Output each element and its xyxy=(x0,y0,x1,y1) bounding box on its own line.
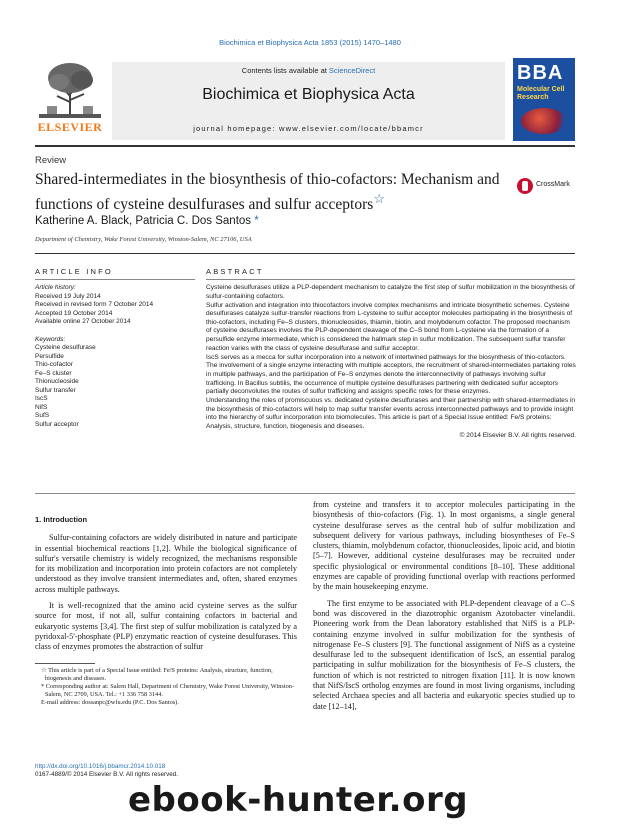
body-paragraph: from cysteine and transfers it to acceptor molecules participating in the biosynthesis of thio-cofactors (Fig. 1). In most organisms, a single general cysteine desulfurase serves as the central hub of sulfur mobilization and subsequent delivery for various pathways, including biosyntheses of Fe–S clusters, thiamin, molybdenum cofactor, thionucleosides, lipoic acid, and biotin [5–7]. However, additional cysteine desulfurases may be recruited under specific physiological or environmental conditions [8–10]. These additional enzymes are capable of providing functional overlap with reactions performed by the main housekeeping enzyme. xyxy=(313,500,575,592)
affiliation: Department of Chemistry, Wake Forest University, Winston-Salem, NC 27106, USA xyxy=(35,236,252,243)
body-column-left xyxy=(35,515,297,653)
crossmark-icon xyxy=(517,178,533,194)
abstract-paragraph: Sulfur activation and integration into thiocofactors involve complex mechanisms and intricate biosynthetic schemes. Cysteine desulfurases catalyze sulfur-transfer reactions from L-cysteine to sulfur acceptor molecules participating in the biosynthesis of thio-cofactors, including Fe–S clusters, thionucleosides, thiamin, biotin, and molybdenum cofactor. The proposed mechanism of cysteine desulfurases involves the PLP-dependent cleavage of the C–S bond from L-cysteine via the formation of a persulfide enzyme intermediate, which is considered the hallmark step in sulfur mobilization. The subsequent sulfur transfer reaction varies with the class of cysteine desulfurase and sulfur acceptor. xyxy=(206,301,573,352)
history-item: Accepted 19 October 2014 xyxy=(35,309,113,317)
author-list xyxy=(35,215,259,227)
body-paragraph: It is well-recognized that the amino acid cysteine serves as the sulfur source for most, if not all, sulfur containing cofactors in bacterial and eukaryotic systems [3,4]. The first step of sulfur mobilization is catalyzed by a pyridoxal-5′-phosphate (PLP) enzymatic reaction of cysteine desulfurases. This class of enzymes promotes the abstraction of sulfur xyxy=(35,601,297,652)
footnote-item: ☆ This article is part of a Special Issue entitled: Fe/S proteins: Analysis, structure, function, biogenesis and diseases. xyxy=(41,667,273,682)
keyword-item: Thionucleoside xyxy=(35,378,79,385)
history-item: Available online 27 October 2014 xyxy=(35,318,131,325)
keyword-item: NifS xyxy=(35,403,48,411)
body-paragraph: The first enzyme to be associated with PLP-dependent cleavage of a C–S bond was discovered in the diazotrophic organism Azotobacter vinelandii. Pioneering work from the Dean laboratory established that NifS is a PLP-containing enzyme involved in sulfur mobilization for the synthesis of nitrogenase Fe–S clusters [9]. The functional assignment of NifS as a cysteine desulfurase led to the subsequent identification of IscS, an essential paralog participating in sulfur mobilization for the biosynthesis of Fe–S clusters, the function of which is not restricted to nitrogen fixation [11]. It is now known that NifS/IscS ortholog enzymes are found in most living organisms, including selected Archaea species and all bacteria and eukaryotic species studied up to date [12–14], xyxy=(313,598,575,711)
journal-citation[interactable]: Biochimica et Biophysica Acta 1853 (2015) 1470–1480 xyxy=(219,38,401,47)
keyword-item: Thio-cofactor xyxy=(35,361,73,368)
issn-line: 0167-4889/© 2014 Elsevier B.V. All rights reserved. xyxy=(35,771,179,778)
keyword-item: Cysteine desulfurase xyxy=(35,344,96,351)
article-title xyxy=(35,170,505,214)
abstract-paragraph: Cysteine desulfurases utilize a PLP-dependent mechanism to catalyze the first step of sulfur mobilization in the biosynthesis of sulfur-containing cofactors. xyxy=(206,284,575,300)
elsevier-logo xyxy=(35,60,105,135)
keyword-item: Persulfide xyxy=(35,352,64,360)
contents-prefix: Contents lists available at xyxy=(241,66,329,75)
crossmark-label: CrossMark xyxy=(536,181,570,188)
keyword-item: Fe–S cluster xyxy=(35,369,72,377)
abstract-heading: ABSTRACT xyxy=(206,267,264,276)
header-divider xyxy=(35,145,575,147)
cover-cell-illustration xyxy=(521,108,567,134)
abstract-paragraph: IscS serves as a mecca for sulfur incorporation into a network of intertwined pathways for the biosynthesis of thio-cofactors. The involvement of a single enzyme interacting with multiple acceptors, the recruitment of shared-intermediates partaking roles in multiple pathways, and the participation of Fe–S enzymes denote the interconnectivity of pathways involving sulfur trafficking. In Bacillus subtilis, the occurrence of multiple cysteine desulfurases partnering with dedicated sulfur acceptors partially deconvolutes the routes of sulfur trafficking and assigns specific roles for these enzymes. xyxy=(206,353,576,396)
article-type: Review xyxy=(35,155,67,166)
article-title-text: Shared-intermediates in the biosynthesis of thio-cofactors: Mechanism and functions of cysteine desulfurases and sulfur acceptors xyxy=(35,171,500,214)
article-info-rule xyxy=(35,279,195,280)
affiliation-divider xyxy=(35,253,575,254)
footnote-item: E-mail address: dossanpc@wfu.edu (P.C. Dos Santos). xyxy=(41,699,179,706)
history-item: Received 19 July 2014 xyxy=(35,292,101,300)
contents-line xyxy=(112,66,505,75)
article-info-panel xyxy=(35,284,195,429)
history-label: Article history: xyxy=(35,284,76,291)
keywords-block xyxy=(35,336,195,430)
keyword-item: IscS xyxy=(35,395,48,402)
sciencedirect-link[interactable]: ScienceDirect xyxy=(328,66,376,75)
keyword-item: Sulfur transfer xyxy=(35,386,76,394)
abstract-copyright: © 2014 Elsevier B.V. All rights reserved. xyxy=(459,432,576,440)
keyword-item: Sulfur acceptor xyxy=(35,420,79,428)
crossmark-badge[interactable] xyxy=(517,178,579,194)
footnote-divider xyxy=(35,663,95,664)
abstract-end-divider xyxy=(35,493,575,494)
section-heading: 1. Introduction xyxy=(35,515,88,524)
elsevier-wordmark: ELSEVIER xyxy=(37,120,103,134)
watermark-text: ebook-hunter.org xyxy=(128,780,469,820)
journal-homepage[interactable]: journal homepage: www.elsevier.com/locate/bbamcr xyxy=(193,124,424,133)
cover-title: BBA xyxy=(517,62,564,84)
body-paragraph: Sulfur-containing cofactors are widely distributed in nature and participate in essential biochemical reactions [1,2]. While the biological significance of sulfur's versatile chemistry is widely recognized, the mechanisms responsible for its mobilization and incorporation into protein cofactors are not completely understood as they involve transient intermediates and, often, shared enzymes across multiple pathways. xyxy=(35,533,297,594)
abstract-body xyxy=(206,284,576,441)
history-item: Received in revised form 7 October 2014 xyxy=(35,301,154,308)
title-footnote-mark[interactable]: ☆ xyxy=(373,191,385,206)
authors-text: Katherine A. Black, Patricia C. Dos Santos xyxy=(35,215,252,227)
cover-subtitle: Molecular Cell Research xyxy=(517,86,565,101)
keyword-item: SufS xyxy=(35,412,50,419)
body-column-right xyxy=(313,500,575,712)
footnote-item: * Corresponding author at: Salem Hall, Department of Chemistry, Wake Forest University, Winston-Salem, NC 2709, USA. Tel.: +1 336 758 3144. xyxy=(41,683,294,698)
doi-block xyxy=(35,763,178,779)
corresponding-author-mark[interactable]: * xyxy=(251,215,259,227)
abstract-rule xyxy=(206,279,575,280)
keywords-label: Keywords: xyxy=(35,335,66,343)
journal-cover-image xyxy=(513,58,575,141)
elsevier-tree-icon xyxy=(39,60,101,118)
journal-title: Biochimica et Biophysica Acta xyxy=(202,86,415,103)
doi-link[interactable]: http://dx.doi.org/10.1016/j.bbamcr.2014.10.018 xyxy=(35,763,166,770)
article-info-heading: ARTICLE INFO xyxy=(35,267,113,276)
footnotes xyxy=(35,667,297,707)
abstract-paragraph: Understanding the roles of promiscuous vs. dedicated cysteine desulfurases and their partnership with shared-intermediates in the biosynthesis of thio-cofactors will help to map sulfur transfer events across interconnected pathways and to provide insight into the hierarchy of sulfur incorporation into biomolecules. This article is part of a Special Issue entitled: Fe/S proteins: Analysis, structure, function, biogenesis and diseases. xyxy=(206,397,576,430)
